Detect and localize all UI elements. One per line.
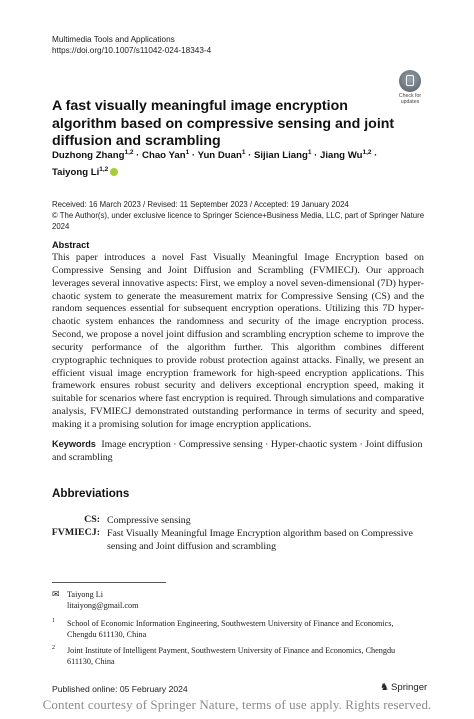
doi-link[interactable]: https://doi.org/10.1007/s11042-024-18343-4 <box>52 46 212 55</box>
crossmark-icon <box>399 70 421 92</box>
copyright-notice: © The Author(s), under exclusive licence to Springer Science+Business Media, LLC, part of Springer Nature 2024 <box>52 211 425 231</box>
author-name[interactable]: Duzhong Zhang <box>52 150 125 162</box>
author-name[interactable]: Jiang Wu <box>319 150 363 162</box>
paper-title: A fast visually meaningful image encryption algorithm based on compressive sensing and joint diffusion and scrambling <box>52 98 395 149</box>
affiliation-number: 1 <box>52 618 55 624</box>
affiliation-number: 2 <box>52 645 55 651</box>
affiliation-text: School of Economic Information Engineering, Southwestern University of Finance and Economics, Chengdu 611130, China <box>67 619 394 639</box>
affiliation-text: Joint Institute of Intelligent Payment, Southwestern University of Finance and Economics, Chengdu 611130, China <box>67 646 396 666</box>
abstract-heading: Abstract <box>52 240 90 250</box>
abbreviation-term: CS: <box>84 514 100 525</box>
author-separator: · <box>133 150 143 162</box>
author-name[interactable]: Chao Yan <box>142 150 186 162</box>
check-updates-label-2: updates <box>400 99 420 105</box>
springer-logo <box>380 682 427 693</box>
abstract-text: This paper introduces a novel Fast Visually Meaningful Image Encryption based on Compressive Sensing and Joint Diffusion and Scrambling (FVMIECJ). Our approach leverages several innovative aspects: First, we employ a novel seven-dimensional (7D) hyper-chaotic system to generate the measurement matrix for Compressive Sensing (CS) and the random sequences essential for subsequent encryption operations. Utilizing this 7D hyper-chaotic system enhances the randomness and security of the image encryption process. Second, we propose a novel joint diffusion and scrambling encryption scheme to improve the security performance of the algorithm further. This algorithm combines different cryptographic techniques to provide robust protection against attacks. Finally, we present an efficient visual image encryption framework for high-speed encryption applications. This framework ensures robust security and delivers exceptional encryption speed, making it suitable for scenarios where fast encryption is required. Through simulations and comparative analysis, FVMIECJ demonstrated outstanding performance in terms of security and speed, making it a promising solution for image encryption applications. <box>52 252 424 430</box>
springer-horse-icon: ♞ <box>380 682 389 693</box>
corresponding-email[interactable]: litaiyong@gmail.com <box>67 601 139 610</box>
abbreviation-definition: Compressive sensing <box>107 515 191 526</box>
keywords-text: Image encryption · Compressive sensing · Hyper-chaotic system · Joint diffusion and scrambling <box>52 439 423 463</box>
author-separator: · <box>189 150 198 162</box>
author-name[interactable]: Sijian Liang <box>253 150 308 162</box>
author-affiliation-marker: 1,2 <box>124 149 134 156</box>
corresponding-author: Taiyong Li <box>67 590 104 599</box>
published-online-date: Published online: 05 February 2024 <box>52 684 188 694</box>
author-name[interactable]: Yun Duan <box>197 150 242 162</box>
author-separator: · <box>371 150 378 162</box>
publisher-name: Springer <box>390 682 428 693</box>
author-affiliation-marker: 1,2 <box>362 149 372 156</box>
author-separator: · <box>245 150 254 162</box>
keywords-block <box>52 438 424 465</box>
abbreviations-heading: Abbreviations <box>52 487 130 500</box>
courtesy-watermark: Content courtesy of Springer Nature, terms of use apply. Rights reserved. <box>42 697 432 712</box>
author-separator: · <box>311 150 320 162</box>
abbreviation-definition: Fast Visually Meaningful Image Encryption algorithm based on Compressive sensing and Joint diffusion and scrambling <box>107 528 413 552</box>
keywords-heading: Keywords <box>52 439 96 449</box>
author-list <box>52 146 422 180</box>
author-affiliation-marker: 1 <box>241 149 246 156</box>
check-updates-label-1: Check for <box>398 93 422 99</box>
author-affiliation-marker: 1,2 <box>99 166 109 174</box>
journal-name: Multimedia Tools and Applications <box>52 35 175 44</box>
journal-header <box>52 34 211 56</box>
envelope-icon: ✉ <box>52 589 60 599</box>
abbreviation-term: FVMIECJ: <box>51 527 100 538</box>
author-affiliation-marker: 1 <box>307 149 312 156</box>
author-affiliation-marker: 1 <box>185 149 190 156</box>
orcid-icon[interactable] <box>110 168 118 176</box>
publication-history <box>52 199 432 232</box>
author-name[interactable]: Taiyong Li <box>52 167 100 179</box>
footnote-divider <box>52 582 166 583</box>
received-revised-accepted: Received: 16 March 2023 / Revised: 11 September 2023 / Accepted: 19 January 2024 <box>52 200 349 209</box>
